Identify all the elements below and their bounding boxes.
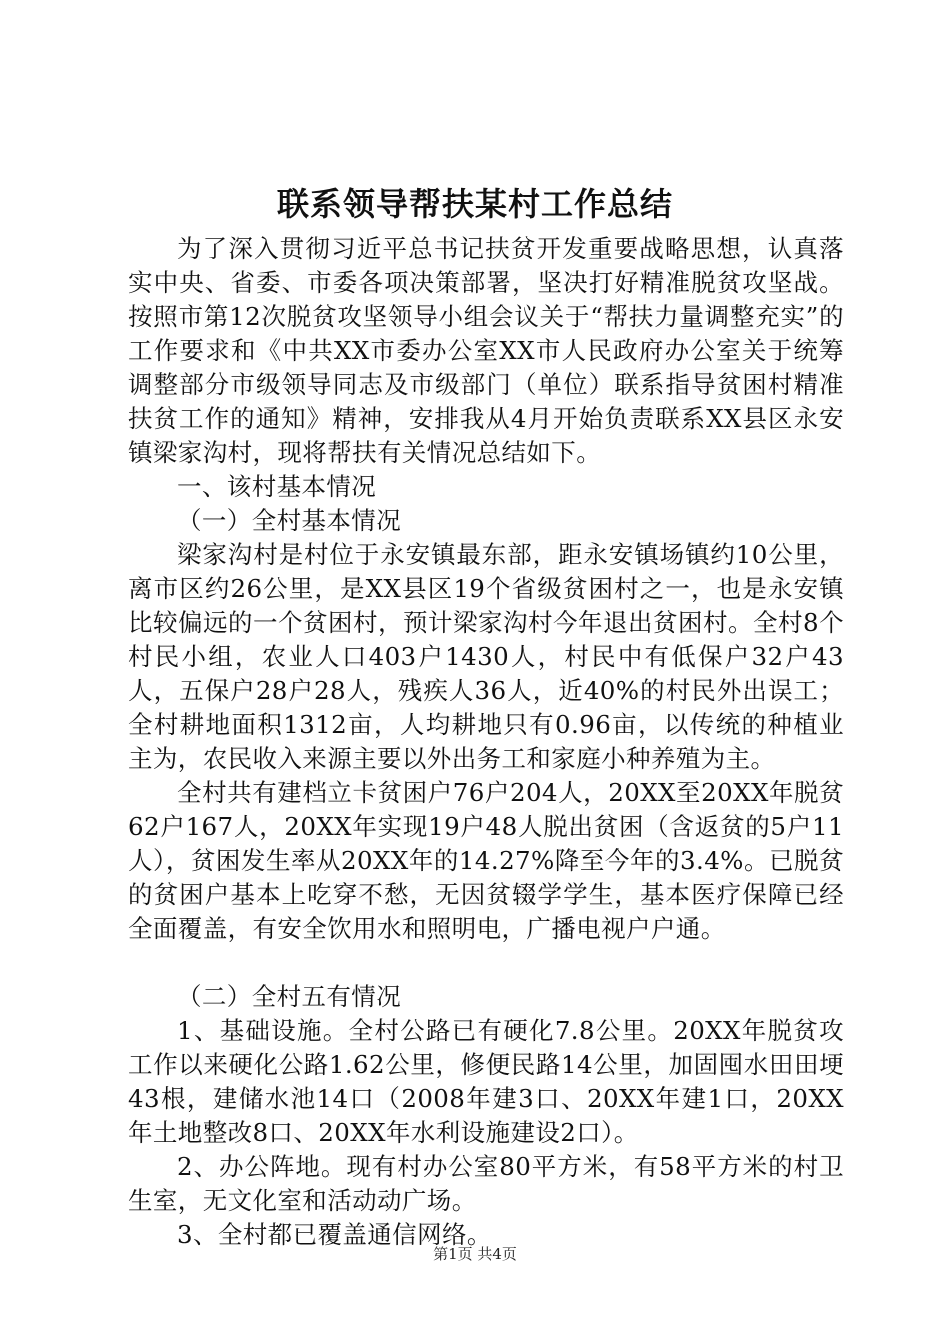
section-heading-basic-situation: 一、该村基本情况 — [177, 472, 377, 501]
office-item: 2、办公阵地。现有村办公室80平方米，有58平方米的村卫生室，无文化室和活动动广场。 — [128, 1152, 844, 1215]
network-item: 3、全村都已覆盖通信网络。 — [177, 1220, 492, 1249]
infrastructure-item: 1、基础设施。全村公路已有硬化7.8公里。20XX年脱贫攻工作以来硬化公路1.62公里，修便民路14公里，加固囤水田田埂43根，建储水池14口（2008年建3口、20XX年建1口，20XX年土地整改8口、20XX年水利设施建设2口）。 — [128, 1016, 844, 1147]
page-number-footer: 第1页 共4页 — [433, 1245, 517, 1263]
document-title: 联系领导帮扶某村工作总结 — [276, 185, 673, 223]
intro-paragraph: 为了深入贯彻习近平总书记扶贫开发重要战略思想，认真落实中央、省委、市委各项决策部署，坚决打好精准脱贫攻坚战。按照市第12次脱贫攻坚领导小组会议关于“帮扶力量调整充实”的工作要求和《中共XX市委办公室XX市人民政府办公室关于统筹调整部分市级领导同志及市级部门（单位）联系指导贫困村精准扶贫工作的通知》精神，安排我从4月开始负责联系XX县区永安镇梁家沟村，现将帮扶有关情况总结如下。 — [128, 234, 844, 467]
basic-info-paragraph: 梁家沟村是村位于永安镇最东部，距永安镇场镇约10公里，离市区约26公里，是XX县区19个省级贫困村之一，也是永安镇比较偏远的一个贫困村，预计梁家沟村今年退出贫困村。全村8个村民小组，农业人口403户1430人，村民中有低保户32户43人，五保户28户28人，残疾人36人，近40%的村民外出误工；全村耕地面积1312亩，人均耕地只有0.96亩，以传统的种植业主为，农民收入来源主要以外出务工和家庭小种养殖为主。 — [128, 540, 844, 773]
subsection-heading-five-haves: （二）全村五有情况 — [177, 982, 402, 1011]
document-body — [128, 232, 844, 1252]
poverty-info-paragraph: 全村共有建档立卡贫困户76户204人，20XX至20XX年脱贫62户167人，20XX年实现19户48人脱出贫困（含返贫的5户11人），贫困发生率从20XX年的14.27%降至今年的3.4%。已脱贫的贫困户基本上吃穿不愁，无因贫辍学学生，基本医疗保障已经全面覆盖，有安全饮用水和照明电，广播电视户户通。 — [128, 778, 844, 943]
subsection-heading-village-basics: （一）全村基本情况 — [177, 506, 402, 535]
